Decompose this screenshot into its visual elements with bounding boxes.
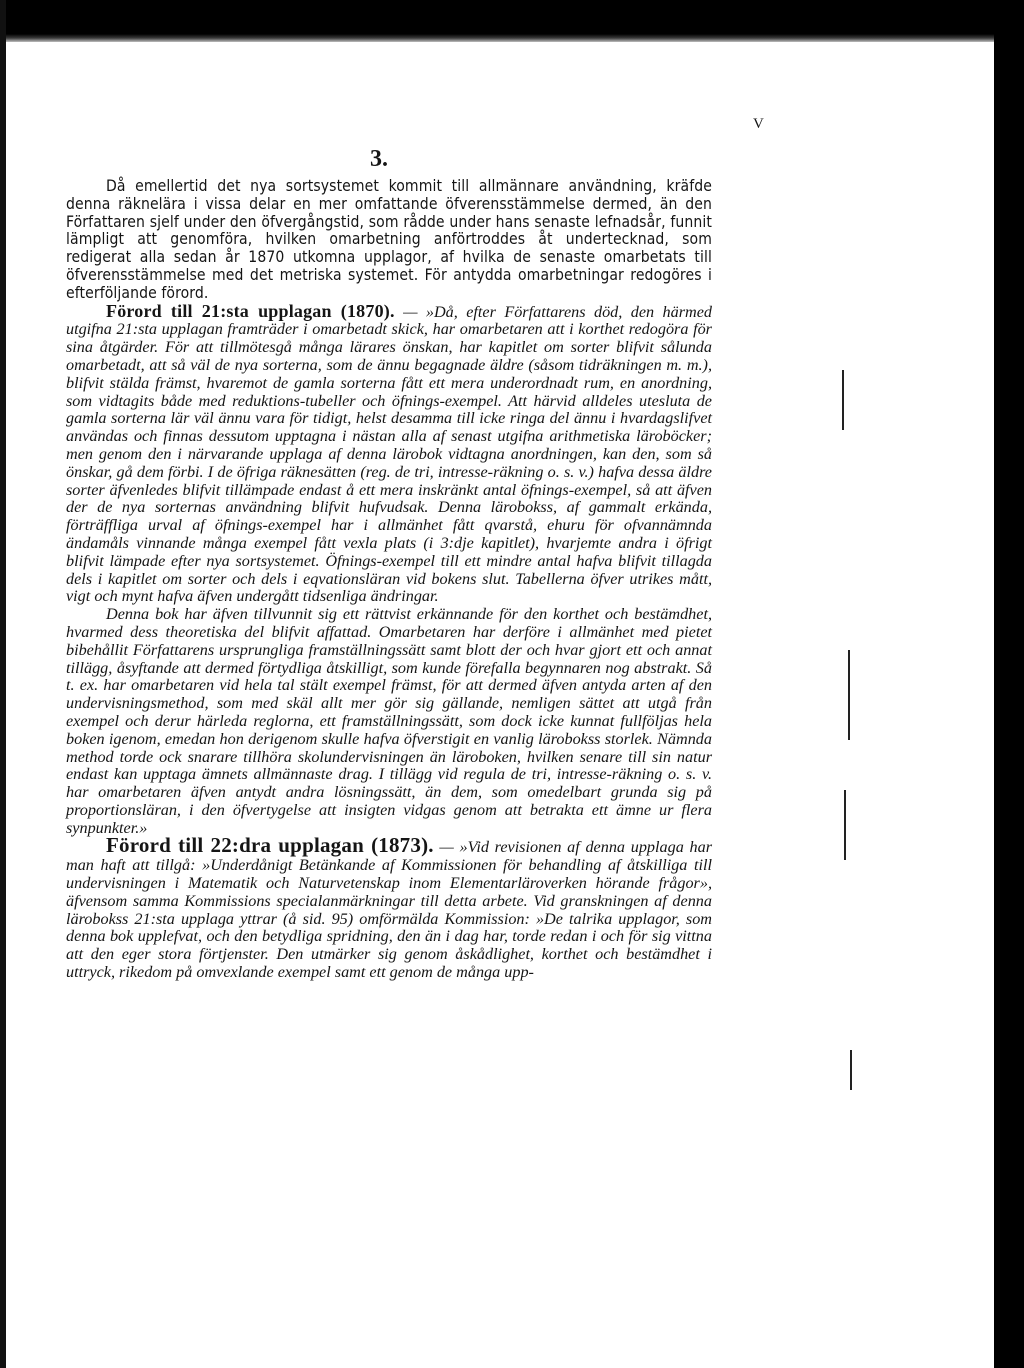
intro-paragraph: Då emellertid det nya sortsystemet kommit till allmännare användning, kräfde denna räknelära i vissa delar en mer omfattande öfverensstämmelse dermed, än den Författaren sjelf under den öfvergångstid, som rådde under hans senaste lefnadsår, funnit lämpligt att genomföra, hvilken omarbetning anförtroddes åt undertecknad, som redigerat alla sedan år 1870 utkomna upplagor, af hvilka de senaste omarbetats till öfverensstämmelse med det metriska systemet. För antydda omarbetningar redogöres i efterföljande förord. — [66, 177, 712, 302]
page-folio: V — [753, 116, 764, 132]
scan-right-border — [994, 0, 1024, 1368]
preface-1870-continued: Denna bok har äfven tillvunnit sig ett rättvist erkännande för den korthet och bestämdhet, hvarmed dess theoretiska del blifvit affattad. Omarbetaren har derföre i allmänhet med pietet bibehållit Författarens ursprungliga framställningssätt samt blott der och hvar gjort ett och annat tillägg, åsyftande att dermed förtydliga åtskilligt, som kunde förefalla begynnaren nog abstrakt. Så t. ex. har omarbetaren vid hela tal stält exempel främst, för att dermed äfven antyda arten af den undervisningsmethod, som med skäl allt mer gör sig gällande, nemligen sättet att utgå från exempel och derur härleda reglorna, ett framställningssätt, som dock icke kunnat fullföljas hela boken igenom, emedan hon derigenom skulle hafva öfverstigit en vanlig lärobokss storlek. Nämnda method torde ock snarare tillhöra skolundervisningen än läroboken, hvilken senare till sin natur endast kan upptaga ämnets allmännaste drag. I tillägg vid regula de tri, intresse-räkning o. s. v. har omarbetaren äfven antydt andra lösningssätt, än dem, som omedelbart grunda sig på proportionsläran, i den öfvertygelse att insigten vidgas genom att betrakta ett ämne ur flera synpunkter.» — [66, 605, 712, 837]
preface-1873-text: — »Vid revisionen af denna upplaga har man haft att tillgå: »Underdånigt Betänkande af Kommissionen för behandling af åtskilliga till undervisningen i Matematik och Naturvetenskap inom Elementarläroverken hörande frågor», äfvensom samma Kommissions specialanmärkningar till detta arbete. Vid granskningen af denna lärobokss 21:sta upplaga yttrar (å sid. 95) omförmälda Kommission: »De talrika upplagor, som denna bok upplefvat, och den betydliga spridning, den än i dag har, torde redan i och för sig vittna att den eger stora förtjenster. Den utmärker sig genom åskådlighet, korthet och bestämdhet i uttryck, rikedom på omvexlande exempel samt ett genom de många upp- — [66, 838, 713, 982]
preface-1870 — [66, 300, 712, 607]
preface-1870-heading: Förord till 21:sta upplagan (1870). — [106, 300, 395, 321]
preface-1873-heading: Förord till 22:dra upplagan (1873). — [106, 833, 434, 858]
page-body — [66, 178, 712, 982]
scan-gutter-marks — [838, 270, 858, 1270]
scan-left-border — [0, 0, 6, 1368]
scan-top-border — [0, 0, 1024, 42]
section-number: 3. — [370, 146, 388, 172]
preface-1873 — [66, 833, 713, 982]
preface-1870-text: — »Då, efter Författarens död, den härmed utgifna 21:sta upplagan framträder i omarbetadt skick, har omarbetaren att i korthet redogöra för sina åtgärder. För att tillmötesgå många lärares önskan, har kapitlet om sorter blifvit sålunda omarbetadt, att så väl de nya sorterna, som de ännu begagnade äldre (såsom tidräkningen m. m.), blifvit stälda främst, hvaremot de gamla sorterna fått ett mera underordnadt rum, en anordning, som vidtagits både med reduktions-tubeller och öfnings-exempel. Att härvid alldeles utesluta de gamla sorterna lär väl ännu vara för tidigt, helst desamma till icke ringa del ännu i hvardagslifvet användas och finnas dessutom upptagna i nästan alla af senast utgifna arithmetiska läroböcker; men genom den i närvarande upplaga af denna lärobok vidtagna anordningen, kan den, som så önskar, gå dem förbi. I de öfriga räknesätten (reg. de tri, intresse-räkning o. s. v.) hafva dessa äldre sorter äfvenledes blifvit tillämpade endast å ett mera inskränkt antal öfnings-exempel, så att äfven der de nya sorternas användning blifvit hufvudsak. Denna lärobokss, af gammalt erkända, förträffliga urval af öfnings-exempel har i allmänhet fått qvarstå, ehuru för ofvannämnda ändamåls vinnande många exempel fått vexla plats (i 3:dje kapitlet), hvarjemte andra i öfrigt blifvit lämpade efter nya sortsystemet. Öfnings-exempel till ett mindre antal hafva blifvit tillagda dels i kapitlet om sorter och dels i eqvationsläran vid bokens slut. Tabellerna öfver utrikes mått, vigt och mynt hafva äfven undergått tidsenliga ändringar. — [66, 302, 712, 606]
